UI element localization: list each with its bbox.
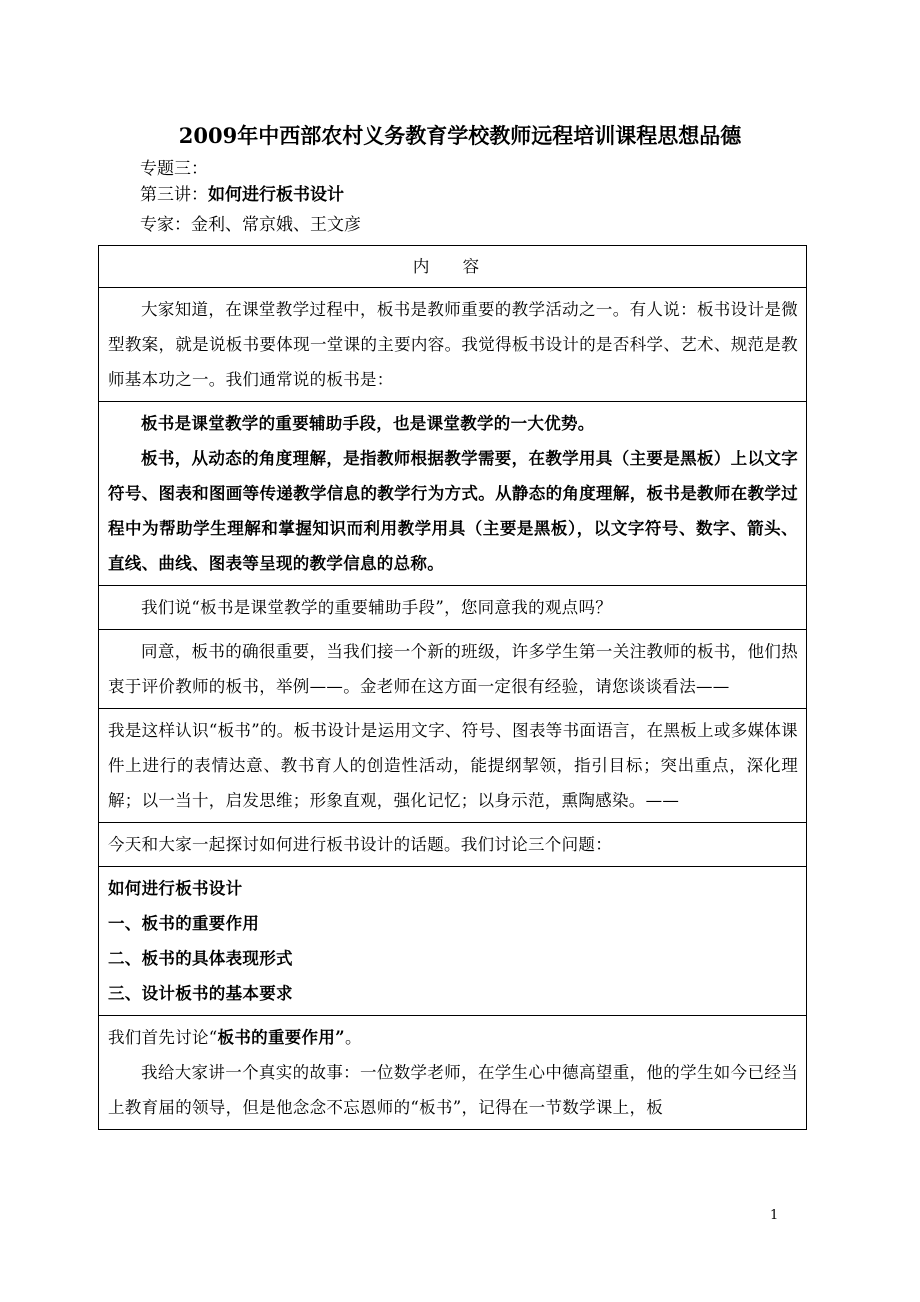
experts-line: 专家：金利、常京娥、王文彦 [140, 215, 361, 235]
paragraph: 板书是课堂教学的重要辅助手段，也是课堂教学的一大优势。 [141, 414, 595, 433]
table-cell [99, 867, 807, 1016]
text-span: ，您同意我的观点吗？ [444, 598, 613, 617]
table-header: 内 容 [99, 246, 807, 288]
table-cell [99, 586, 807, 630]
outline-item: 三、设计板书的基本要求 [108, 984, 293, 1003]
outline-item: 如何进行板书设计 [108, 879, 243, 898]
outline-item: 一、板书的重要作用 [108, 914, 260, 933]
paragraph: 板书，从动态的角度理解，是指教师根据教学需要，在教学用具（主要是黑板）上以文字符号、图表和图画等传递教学信息的教学行为方式。从静态的角度理解，板书是教师在教学过程中为帮助学生理解和掌握知识而利用教学用具（主要是黑板），以文字符号、数字、箭头、直线、曲线、图表等呈现的教学信息的总称。 [108, 449, 798, 573]
paragraph: 今天和大家一起探讨如何进行板书设计的话题。我们讨论三个问题： [108, 835, 612, 854]
table-cell [99, 402, 807, 586]
text-span: 。 [344, 1028, 362, 1047]
table-row [99, 709, 807, 823]
lecture-title: 如何进行板书设计 [208, 185, 344, 205]
document-title: 2009年中西部农村义务教育学校教师远程培训课程思想品德 [178, 123, 742, 148]
paragraph [108, 590, 798, 625]
table-cell [99, 1016, 807, 1130]
paragraph: 大家知道，在课堂教学过程中，板书是教师重要的教学活动之一。有人说：板书设计是微型教案，就是说板书要体现一堂课的主要内容。我觉得板书设计的是否科学、艺术、规范是教师基本功之一。我们通常说的板书是： [108, 300, 798, 389]
text-span: 我们说“ [141, 598, 201, 617]
lecture-prefix: 第三讲： [140, 185, 208, 205]
paragraph: 同意，板书的确很重要，当我们接一个新的班级，许多学生第一关注教师的板书，他们热衷于评价教师的板书，举例——。金老师在这方面一定很有经验，请您谈谈看法—— [108, 642, 798, 696]
table-cell [99, 288, 807, 402]
text-span: 我们首先讨论“ [108, 1028, 218, 1047]
topic-line: 专题三： [140, 159, 208, 179]
text-span: 板书是课堂教学的重要辅助手段” [200, 598, 445, 617]
content-table [98, 245, 807, 1130]
table-row [99, 823, 807, 867]
page-number: 1 [770, 1208, 779, 1223]
table-cell [99, 630, 807, 709]
table-row [99, 586, 807, 630]
paragraph: 我给大家讲一个真实的故事：一位数学老师，在学生心中德高望重，他的学生如今已经当上教育届的领导，但是他念念不忘恩师的“板书”，记得在一节数学课上，板 [108, 1063, 798, 1117]
table-row [99, 402, 807, 586]
text-span: 板书的重要作用” [217, 1028, 345, 1047]
table-cell [99, 709, 807, 823]
paragraph [108, 1020, 798, 1055]
table-row [99, 630, 807, 709]
lecture-line [140, 183, 344, 207]
table-row [99, 867, 807, 1016]
table-cell [99, 823, 807, 867]
table-row [99, 288, 807, 402]
table-row [99, 1016, 807, 1130]
paragraph: 我是这样认识“板书”的。板书设计是运用文字、符号、图表等书面语言，在黑板上或多媒体课件上进行的表情达意、教书育人的创造性活动，能提纲挈领，指引目标；突出重点，深化理解；以一当十，启发思维；形象直观，强化记忆；以身示范，熏陶感染。—— [108, 721, 798, 810]
outline-item: 二、板书的具体表现形式 [108, 949, 293, 968]
table-row [99, 246, 807, 288]
